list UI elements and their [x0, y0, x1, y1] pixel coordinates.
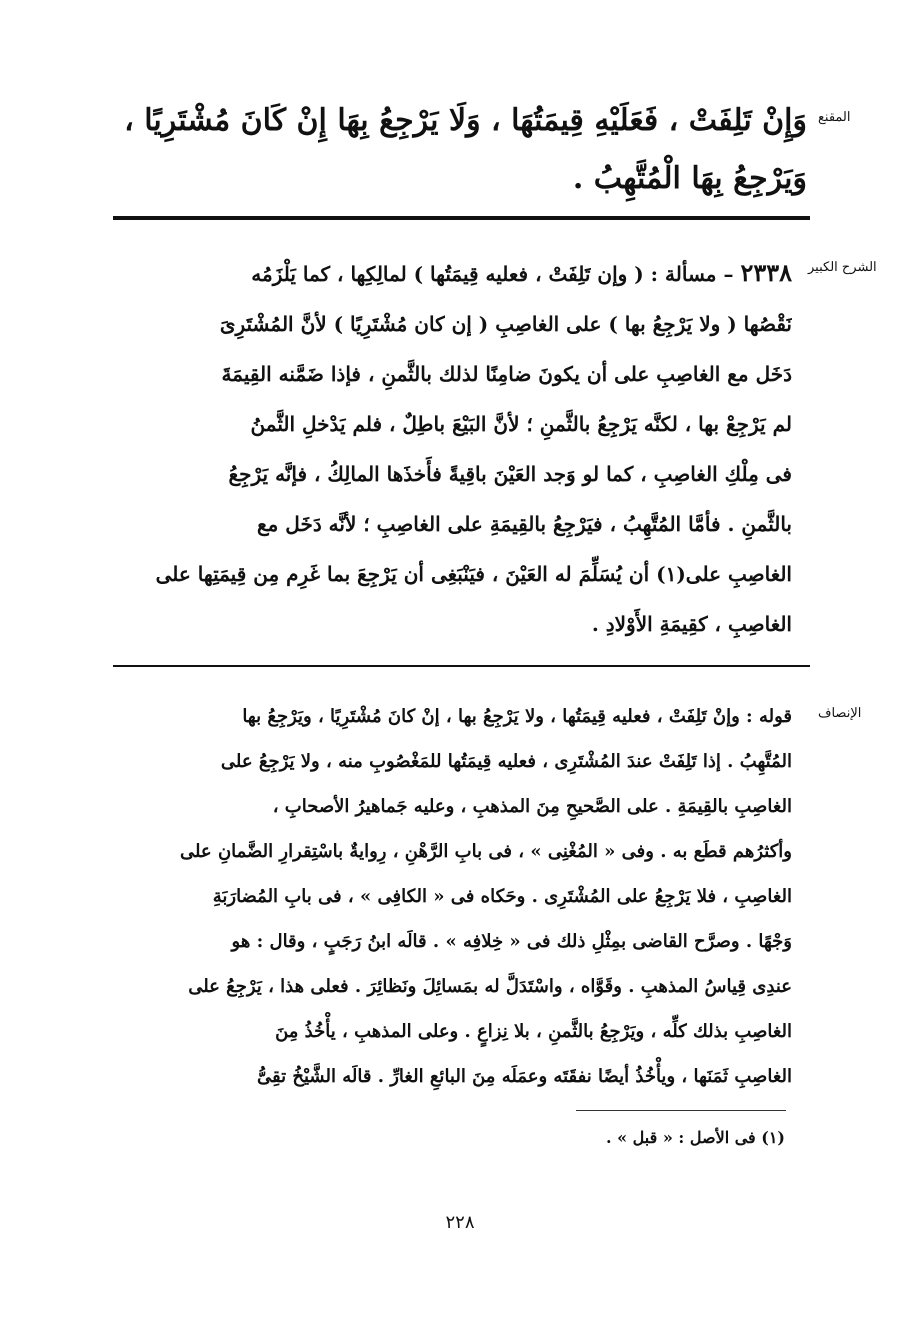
insaf-line: الغاصِبِ بالقِيمَةِ . على الصَّحيحِ مِنَ المذهبِ ، وعليه جَماهيرُ الأصحابِ ، — [272, 796, 792, 817]
section-label-muqni: المقنع — [818, 110, 851, 125]
section-label-sharh: الشرح الكبير — [808, 260, 877, 275]
sharh-line: لم يَرْجِعْ بها ، لكنَّه يَرْجِعُ بالثَّمنِ ؛ لأنَّ البَيْعَ باطِلٌ ، فلم يَدْخلِ الثَّمنُ — [250, 412, 792, 436]
sharh-text — [112, 248, 792, 649]
insaf-line: وأكثرُهم قطَع به . وفى « المُغْنِى » ، فى بابِ الرَّهْنِ ، رِوايةٌ باسْتِقرارِ الضَّمانِ على — [179, 841, 792, 862]
footnote: (١) فى الأصل : « قبل » . — [605, 1128, 785, 1147]
sharh-line — [112, 248, 792, 299]
insaf-text — [112, 694, 792, 1099]
footnote-divider — [576, 1110, 786, 1111]
muqni-text — [112, 92, 807, 208]
muqni-line: وَيَرْجِعُ بِهَا الْمُتَّهِبُ . — [572, 161, 807, 196]
sharh-line: فى مِلْكِ الغاصِبِ ، كما لو وَجد العَيْنَ باقِيةً فأَخذَها المالِكُ ، فإنَّه يَرْجِعُ — [228, 462, 792, 486]
insaf-line: الغاصِبِ ، فلا يَرْجِعُ على المُشْتَرِى . وحَكاه فى « الكافِى » ، فى بابِ المُضارَبَةِ — [212, 886, 792, 907]
sharh-line: بالثَّمنِ . فأمَّا المُتَّهِبُ ، فيَرْجِعُ بالقِيمَةِ على الغاصِبِ ؛ لأنَّه دَخَل مع — [256, 512, 792, 536]
insaf-line: الغاصِبِ بذلك كلِّه ، ويَرْجِعُ بالثَّمنِ ، بلا نِزاعٍ . وعلى المذهبِ ، يأْخُذُ مِنَ — [275, 1021, 792, 1042]
section-divider-thick — [113, 216, 810, 220]
insaf-line: الغاصِبِ ثَمَنَها ، ويأْخُذُ أيضًا نفقَتَه وعمَلَه مِنَ البائعِ الغارِّ . قالَه الشَّيْخُ تقِىُّ — [256, 1066, 792, 1087]
page-number: ٢٢٨ — [445, 1212, 475, 1233]
muqni-line: وَإِنْ تَلِفَتْ ، فَعَلَيْهِ قِيمَتُهَا ، وَلَا يَرْجِعُ بِهَا إِنْ كَانَ مُشْتَرِيًا ، — [124, 103, 807, 138]
sharh-line: الغاصِبِ على(١) أن يُسَلِّمَ له العَيْنَ ، فيَنْبَغِى أن يَرْجِعَ بما غَرِم مِن قِيمَتِها على — [155, 562, 792, 586]
section-divider-thin — [113, 665, 810, 667]
sharh-first-line: – مسألة : ( وإن تَلِفَتْ ، فعليه قِيمَتُها ) لمالِكِها ، كما يَلْزَمُه — [251, 262, 734, 286]
insaf-line: عندِى قِياسُ المذهبِ . وقَوَّاه ، واسْتَدَلَّ له بمَسائِلَ ونَظائِرَ . فعلى هذا ، يَرْجِعُ على — [188, 976, 792, 997]
insaf-line: وَجْهًا . وصرَّح القاضى بمِثْلِ ذلك فى « خِلافِه » . قالَه ابنُ رَجَبٍ ، وقال : هو — [231, 931, 792, 952]
section-label-insaf: الإنصاف — [818, 706, 862, 721]
sharh-line: الغاصِبِ ، كقِيمَةِ الأَوْلادِ . — [591, 612, 792, 636]
insaf-line: المُتَّهِبُ . إذا تَلِفَتْ عندَ المُشْتَرِى ، فعليه قِيمَتُها للمَغْصُوبِ منه ، ولا يَرْجِعُ على — [220, 751, 792, 772]
sharh-line: دَخَل مع الغاصِبِ على أن يكونَ ضامِنًا لذلك بالثَّمنِ ، فإذا ضَمَّنه القِيمَةَ — [221, 362, 792, 386]
sharh-line: نَقْصُها ( ولا يَرْجِعُ بها ) على الغاصِبِ ( إن كان مُشْتَرِيًا ) لأنَّ المُشْتَرِىَ — [219, 312, 792, 336]
insaf-line: قوله : وإنْ تَلِفَتْ ، فعليه قِيمَتُها ، ولا يَرْجِعُ بها ، إنْ كانَ مُشْتَرِيًا ، ويَرْجِعُ بها — [242, 706, 792, 727]
masala-number: ٢٣٣٨ — [740, 258, 792, 287]
